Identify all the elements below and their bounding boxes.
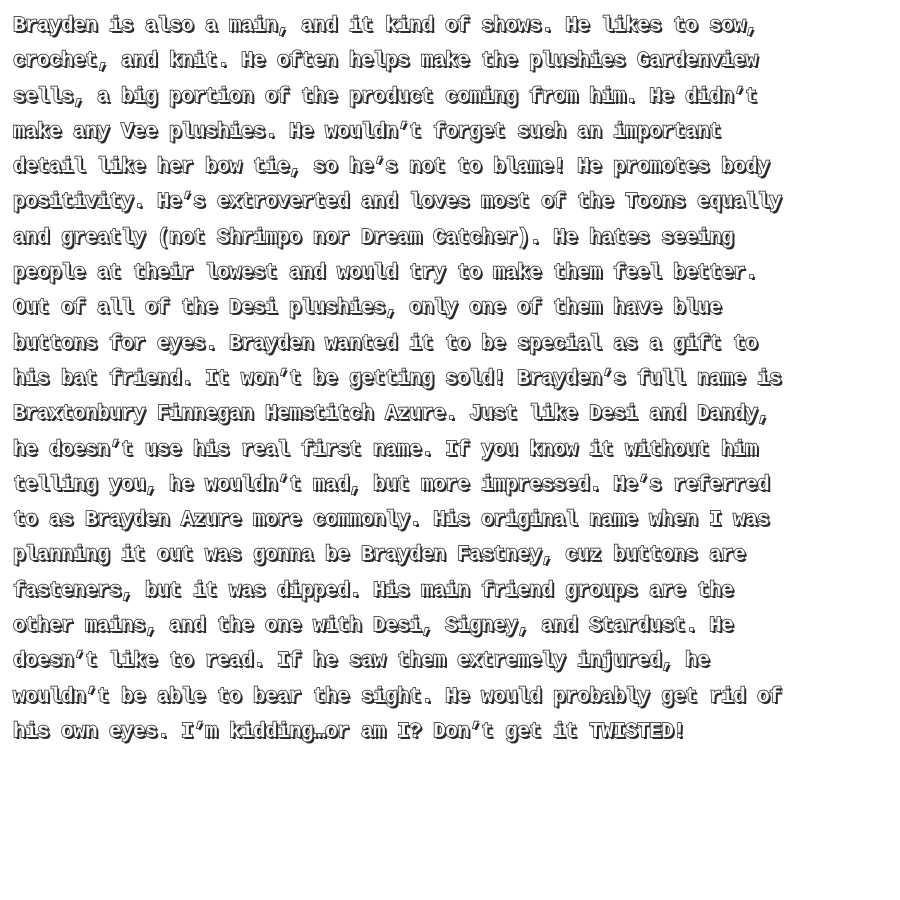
text-line: planning it out was gonna be Brayden Fastney, cuz buttons are <box>13 544 746 568</box>
text-line: wouldn’t be able to bear the sight. He would probably get rid of <box>13 685 782 709</box>
text-line: to as Brayden Azure more commonly. His original name when I was <box>13 509 770 533</box>
text-line: sells, a big portion of the product coming from him. He didn’t <box>13 85 758 109</box>
text-line: Out of all of the Desi plushies, only one of them have blue <box>13 297 722 321</box>
text-line: he doesn’t use his real first name. If you know it without him <box>13 438 758 462</box>
text-line: positivity. He’s extroverted and loves most of the Toons equally <box>13 191 782 215</box>
text-line: his own eyes. I’m kidding…or am I? Don’t get it TWISTED! <box>13 720 686 744</box>
text-line: Braxtonbury Finnegan Hemstitch Azure. Just like Desi and Dandy, <box>13 403 770 427</box>
text-line: fasteners, but it was dipped. His main friend groups are the <box>13 579 734 603</box>
text-line: telling you, he wouldn’t mad, but more impressed. He’s referred <box>13 473 770 497</box>
text-line: crochet, and knit. He often helps make the plushies Gardenview <box>13 50 758 74</box>
character-description-text <box>13 9 893 750</box>
text-line: other mains, and the one with Desi, Signey, and Stardust. He <box>13 615 734 639</box>
text-line: buttons for eyes. Brayden wanted it to be special as a gift to <box>13 332 758 356</box>
text-line: people at their lowest and would try to make them feel better. <box>13 262 758 286</box>
text-line: detail like her bow tie, so he’s not to blame! He promotes body <box>13 156 770 180</box>
text-line: his bat friend. It won’t be getting sold! Brayden’s full name is <box>13 367 782 391</box>
text-line: doesn’t like to read. If he saw them extremely injured, he <box>13 650 710 674</box>
text-line: make any Vee plushies. He wouldn’t forget such an important <box>13 120 722 144</box>
text-line: Brayden is also a main, and it kind of shows. He likes to sow, <box>13 15 758 38</box>
text-line: and greatly (not Shrimpo nor Dream Catcher). He hates seeing <box>13 226 734 250</box>
